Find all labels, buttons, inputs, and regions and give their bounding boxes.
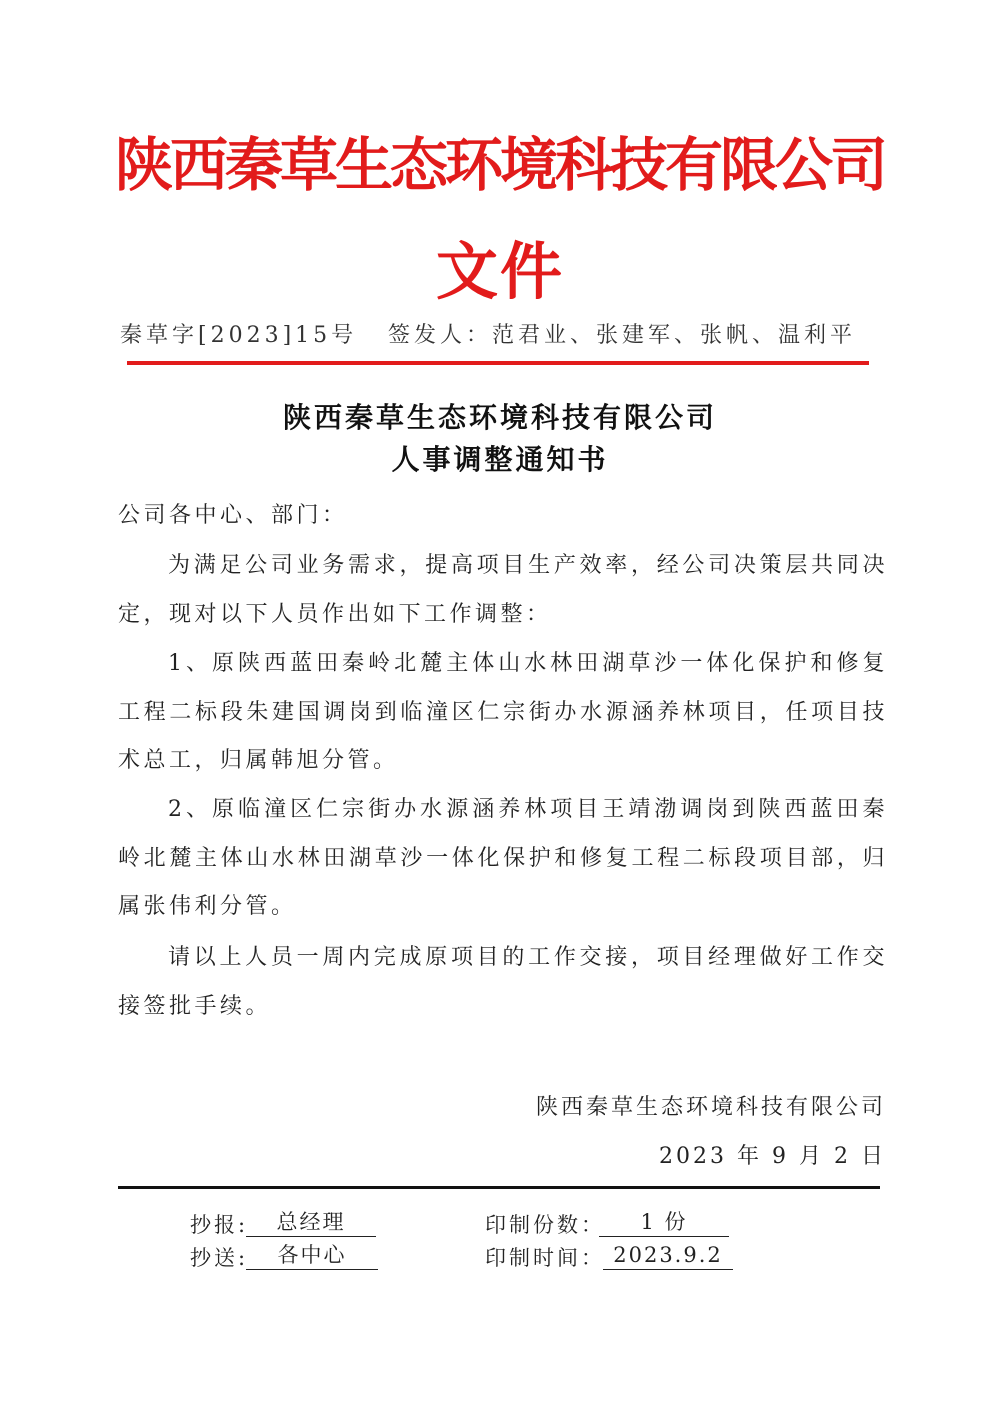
paragraph-item-1: 1、原陕西蓝田秦岭北麓主体山水林田湖草沙一体化保护和修复工程二标段朱建国调岗到临潼区仁宗街办水源涵养林项目，任项目技术总工，归属韩旭分管。 (118, 651, 888, 773)
print-time-label: 印制时间： (485, 1246, 605, 1270)
cc-report-label: 抄报: (190, 1213, 249, 1237)
paragraph-item-2: 2、原临潼区仁宗街办水源涵养林项目王靖渤调岗到陕西蓝田秦岭北麓主体山水林田湖草沙一体化保护和修复工程二标段项目部，归属张伟利分管。 (118, 797, 888, 919)
cc-send-value: 各中心 (246, 1242, 378, 1270)
print-copies-value: 1 份 (599, 1209, 729, 1237)
issuers-label: 签发人： (388, 323, 493, 348)
letterhead-company-title: 陕西秦草生态环境科技有限公司 (114, 131, 885, 199)
notice-title: 人事调整通知书 (391, 443, 609, 476)
footer-divider (118, 1186, 880, 1189)
signature-date: 2023 年 9 月 2 日 (659, 1144, 886, 1169)
paragraph-closing: 请以上人员一周内完成原项目的工作交接，项目经理做好工作交接签批手续。 (118, 945, 888, 1019)
issuers-line (388, 318, 856, 349)
signature-company: 陕西秦草生态环境科技有限公司 (535, 1095, 886, 1120)
paragraph-intro: 为满足公司业务需求，提高项目生产效率，经公司决策层共同决定，现对以下人员作出如下工作调整： (118, 553, 888, 627)
print-copies-label: 印制份数： (485, 1213, 605, 1237)
salutation: 公司各中心、部门： (118, 503, 348, 528)
notice-company-heading: 陕西秦草生态环境科技有限公司 (282, 401, 717, 434)
document-number: 秦草字[2023]15号 (120, 323, 358, 348)
print-time-value: 2023.9.2 (603, 1242, 733, 1270)
letterhead-red-rule (127, 361, 869, 365)
cc-send-label: 抄送: (190, 1246, 249, 1270)
letterhead-doc-type: 文件 (435, 235, 564, 308)
cc-report-value: 总经理 (246, 1209, 376, 1237)
issuers-names: 范君业、张建军、张帆、温利平 (492, 323, 857, 348)
